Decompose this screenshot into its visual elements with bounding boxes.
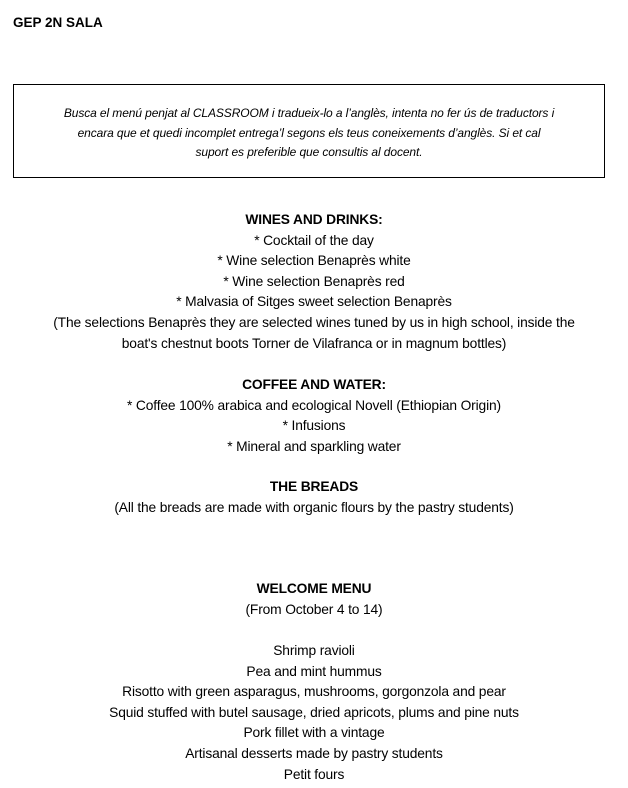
wines-heading: WINES AND DRINKS: xyxy=(245,212,383,227)
menu-item: Petit fours xyxy=(283,766,345,782)
wines-section xyxy=(0,210,628,354)
menu-item: Risotto with green asparagus, mushrooms, gorgonzola and pear xyxy=(122,684,506,700)
instruction-line: Busca el menú penjat al CLASSROOM i tradueix-lo a l’anglès, intenta no fer ús de traductors i xyxy=(63,106,555,120)
list-item: * Infusions xyxy=(282,418,346,434)
list-item: * Wine selection Benaprès red xyxy=(223,273,405,289)
instructions-box xyxy=(13,84,605,178)
wines-note: boat's chestnut boots Torner de Vilafranca or in magnum bottles) xyxy=(121,335,507,351)
list-item: * Cocktail of the day xyxy=(254,232,374,248)
coffee-heading: COFFEE AND WATER: xyxy=(242,377,386,392)
coffee-section xyxy=(0,375,628,457)
instruction-line: suport es preferible que consultis al docent. xyxy=(195,145,423,159)
list-item: * Wine selection Benaprès white xyxy=(217,253,411,269)
breads-note: (All the breads are made with organic flours by the pastry students) xyxy=(114,499,514,515)
welcome-dates: (From October 4 to 14) xyxy=(245,601,383,617)
menu-item: Squid stuffed with butel sausage, dried apricots, plums and pine nuts xyxy=(109,704,519,720)
page-title: GEP 2N SALA xyxy=(13,15,103,30)
welcome-menu-items xyxy=(0,641,628,785)
list-item: * Malvasia of Sitges sweet selection Benaprès xyxy=(176,294,452,310)
list-item: * Mineral and sparkling water xyxy=(227,438,401,454)
list-item: * Coffee 100% arabica and ecological Novell (Ethiopian Origin) xyxy=(127,397,501,413)
menu-item: Artisanal desserts made by pastry students xyxy=(185,745,443,761)
breads-section xyxy=(0,477,628,518)
menu-item: Pea and mint hummus xyxy=(246,663,382,679)
welcome-heading: WELCOME MENU xyxy=(256,581,372,596)
menu-item: Shrimp ravioli xyxy=(273,643,355,658)
wines-note: (The selections Benaprès they are selected wines tuned by us in high school, inside the xyxy=(53,314,575,330)
menu-item: Pork fillet with a vintage xyxy=(243,725,385,741)
breads-heading: THE BREADS xyxy=(269,479,359,494)
instruction-line: encara que et quedi incomplet entrega’l segons els teus coneixements d’anglès. Si et cal xyxy=(77,125,541,140)
welcome-section xyxy=(0,579,628,620)
